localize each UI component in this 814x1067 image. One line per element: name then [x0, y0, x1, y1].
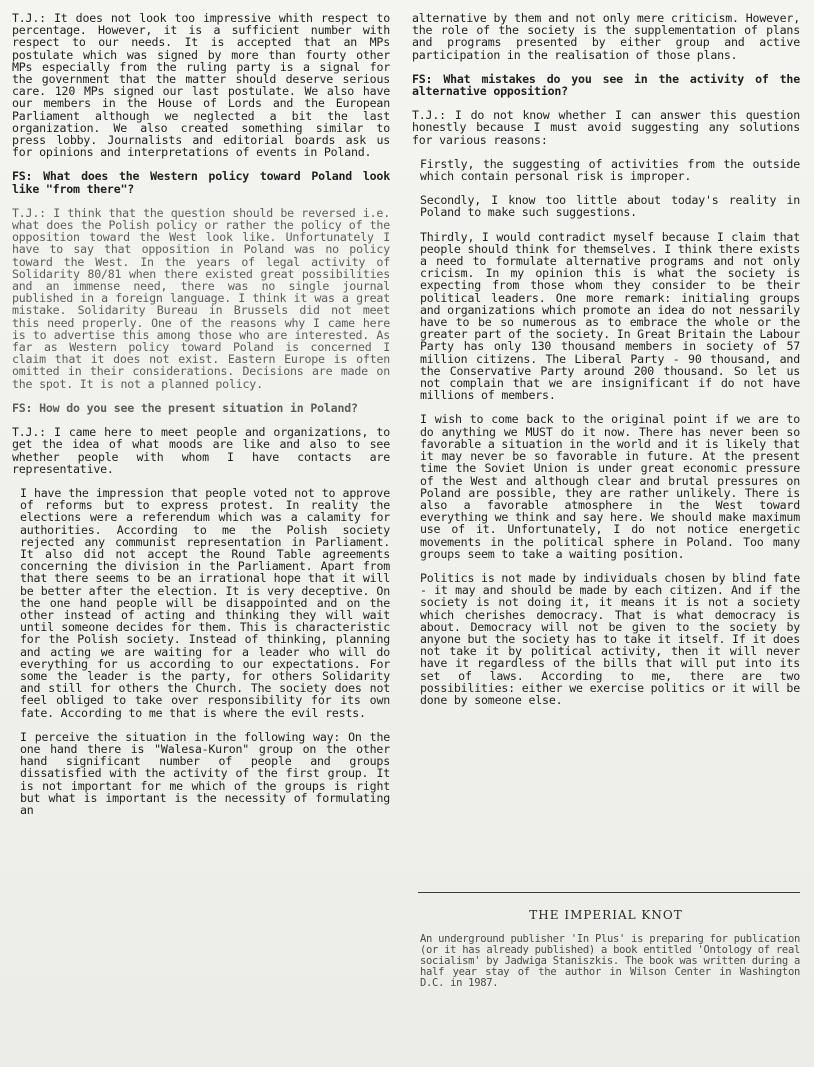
answer-paragraph: Firstly, the suggesting of activities from the outside which contain personal risk is improper.: [420, 156, 800, 184]
answer-paragraph: T.J.: I came here to meet people and organizations, to get the idea of what moods are like and also to see whether people with whom I have contacts are representative.: [12, 425, 390, 476]
right-column: [412, 12, 800, 718]
question-heading: FS: How do you see the present situation in Poland?: [12, 400, 358, 415]
box-text: An underground publisher 'In Plus' is preparing for publication (or it has already published) a book entitled 'Ontology of real socialism' by Jadwiga Staniszkis. The book was written during a half year stay of the author in Wilson Center in Washington D.C. in 1987.: [420, 933, 800, 989]
answer-paragraph: I have the impression that people voted not to approve of reforms but to express protest. In reality the elections were a referendum which was a calamity for authorities. According to me the Polish society rejected any communist representation in Parliament. It also did not accept the Round Table agreements concerning the division in the Parliament. Apart from that there seems to be an irrational hope that it will be better after the election. It is very deceptive. On the one hand people will be disappointed and on the other instead of acting and thinking they will wait until someone decides for them. This is characteristic for the Polish society. Instead of thinking, planning and acting we are waiting for a leader who will do everything for us according to our expectations. For some the leader is the party, for others Solidarity and still for others the Church. The society does not feel obliged to take over responsibility for its own fate. According to me that is where the evil rests.: [20, 485, 390, 720]
answer-paragraph: Thirdly, I would contradict myself because I claim that people should think for themselves. I think there exists a need to formulate alternative programs and not only cricism. In my opinion this is what the society is expecting from those whom they consider to be their political leaders. One more remark: initialing groups and organizations which promote an idea do not nessarily have to be so numerous as to embrace the whole or the greater part of the society. In Great Britain the Labour Party has only 130 thousand members in society of 57 million citizens. The Liberal Party - 90 thousand, and the Conservative Party around 200 thousand. So let us not complain that we are insignificant if do not have millions of members.: [420, 229, 800, 403]
answer-paragraph: I wish to come back to the original point if we are to do anything we MUST do it now. There has never been so favorable a situation in the world and it is likely that it may never be so favorable in future. At the present time the Soviet Union is under great economic pressure of the West and although clear and brutal pressures on Poland are possible, they are rather unlikely. There is also a favorable atmosphere in the West toward everything we think and say here. We should make maximum use of it. Unfortunately, I do not notice energetic movements in the political sphere in Poland. Too many groups seem to take a waiting position.: [420, 412, 800, 561]
answer-paragraph: T.J.: I do not know whether I can answer this question honestly because I must avoid suggesting any solutions for various reasons:: [412, 108, 800, 147]
answer-paragraph: T.J.: I think that the question should be reversed i.e. what does the Polish policy or rather the policy of the opposition toward the West look like. Unfortunately I have to say that opposition in Poland was no policy toward the West. In the years of legal activity of Solidarity 80/81 when there existed great possibilities and an immense need, there was no single journal published in a foreign language. I think it was a great mistake. Solidarity Bureau in Brussels did not meet this need properly. One of the reasons why I came here is to advertise this among those who are interested. As far as Western policy toward Poland is concerned I claim that it does not exist. Eastern Europe is often omitted in their considerations. Decisions are made on the spot. It is not a planned policy.: [12, 205, 390, 391]
answer-paragraph: I perceive the situation in the following way: On the one hand there is "Walesa-Kuron" group on the other hand significant number of people and groups dissatisfied with the activity of the first group. It is not important for me which of the groups is right but what is important is the necessity of formulating an: [20, 729, 390, 817]
answer-paragraph: Politics is not made by individuals chosen by blind fate - it may and should be made by each citizen. And if the society is not doing it, it means it is not a society which cherishes democracy. That is what democracy is about. Democracy will not be given to the society by anyone but the society has to take it itself. If it does not take it by political activity, then it will never have it regardless of the bills that will put into its set of laws. According to me, there are two possibilities: either we exercise politics or it will be done by someone else.: [420, 570, 800, 707]
question-heading: FS: What mistakes do you see in the activity of the alternative opposition?: [412, 71, 800, 99]
answer-paragraph: alternative by them and not only mere criticism. However, the role of the society is the supplementation of plans and programs presented by either group and active participation in the realisation of those plans.: [412, 11, 800, 62]
box-title: THE IMPERIAL KNOT: [529, 908, 683, 922]
question-heading: FS: What does the Western policy toward Poland look like "from there"?: [12, 169, 390, 196]
answer-paragraph: Secondly, I know too little about today's reality in Poland to make such suggestions.: [420, 193, 800, 220]
left-column: [12, 12, 390, 828]
section-divider: [418, 892, 800, 893]
answer-paragraph: T.J.: It does not look too impressive whith respect to percentage. However, it is a sufficient number with respect to our needs. It is accepted that an MPs postulate which was signed by more than fourty other MPs especially from the ruling party is a signal for the government that the matter should deserve serious care. 120 MPs signed our last postulate. We also have our members in the House of Lords and the European Parliament although we neglected a bit the last organization. We also created something similar to press lobby. Journalists and editorial boards ask us for opinions and interpretations of events in Poland.: [12, 11, 390, 160]
